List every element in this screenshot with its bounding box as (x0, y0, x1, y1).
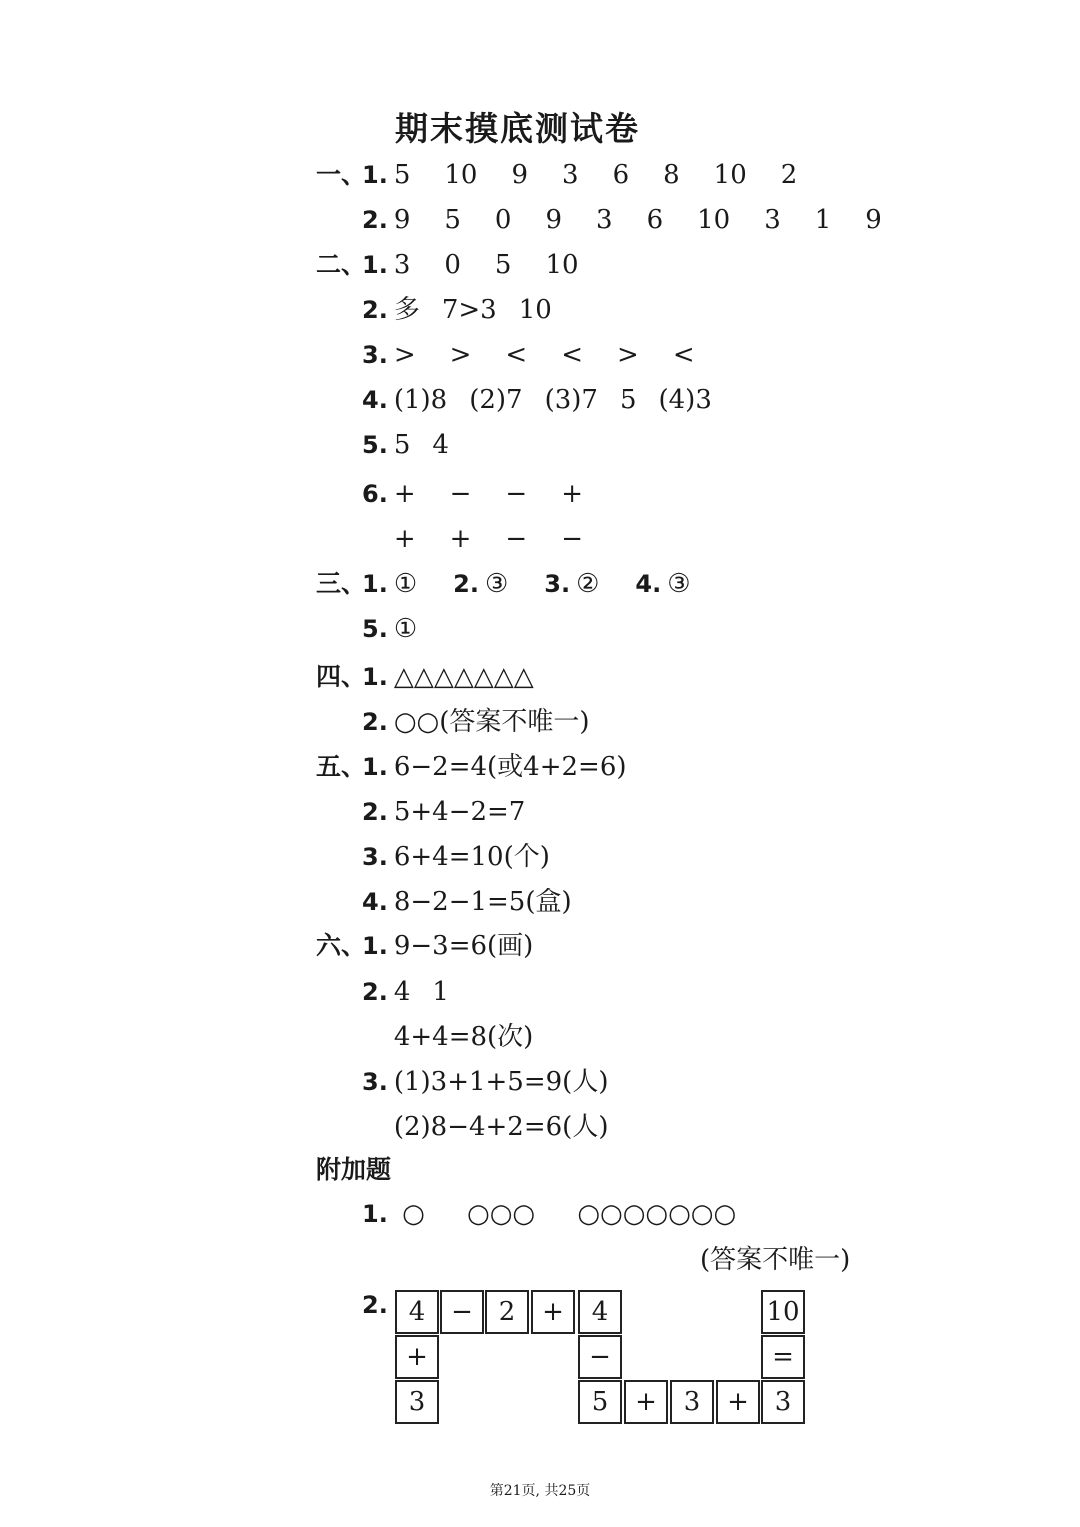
answer-value: 6+4=10(个) (393, 842, 550, 872)
answer-value: < (505, 340, 528, 370)
answer-value: △△△△△△△ (393, 662, 534, 692)
answer-value: + (561, 479, 584, 509)
answer-row (362, 924, 555, 968)
question-number: 5. (362, 615, 388, 643)
answer-value: 6−2=4(或4+2=6) (393, 752, 627, 782)
answer-value: (3)7 (544, 385, 598, 415)
answer-value: > (393, 340, 416, 370)
answer-value: 6 (612, 160, 630, 190)
question-number: 2. (453, 570, 479, 598)
answer-value: 5 (494, 250, 512, 280)
question-number: 2. (362, 708, 388, 736)
answer-value: 9 (865, 205, 882, 235)
question-number: 1. (362, 932, 388, 960)
answer-row (362, 790, 547, 834)
answer-value: 5 (619, 385, 637, 415)
extra-q2-number: 2. (362, 1291, 388, 1319)
answer-value: 8 (663, 160, 680, 190)
question-number: 2. (362, 296, 388, 324)
answer-row (362, 423, 471, 467)
answer-value: + (393, 479, 416, 509)
answer-row (362, 243, 613, 287)
question-number: 2. (362, 798, 388, 826)
answer-row (362, 333, 729, 377)
grid-cell: 4 (395, 1290, 439, 1334)
answer-value: 4 (393, 977, 411, 1007)
grid-cell: 10 (761, 1290, 805, 1334)
answer-value: 1 (814, 205, 832, 235)
question-number: 3. (362, 843, 388, 871)
question-number: 4. (362, 888, 388, 916)
extra-q1-note: (答案不唯一) (700, 1245, 851, 1275)
answer-value: 9 (511, 160, 529, 190)
answer-value: < (561, 340, 584, 370)
answer-value: 0 (494, 205, 512, 235)
answer-value: 7>3 (441, 295, 497, 325)
extra-q1-number: 1. (362, 1200, 388, 1228)
answer-value: ○○(答案不唯一) (393, 707, 590, 737)
grid-cell: = (761, 1335, 805, 1379)
section-label: 五、 (316, 752, 367, 781)
answer-value: 1 (432, 977, 449, 1007)
question-number: 3. (362, 341, 388, 369)
answer-value: 3 (764, 205, 781, 235)
answer-value: + (449, 524, 472, 554)
answer-value: (2)7 (469, 385, 523, 415)
question-number: 2. (362, 978, 388, 1006)
answer-value: ① (393, 569, 418, 599)
question-number: 4. (635, 570, 662, 598)
question-number: 2. (362, 206, 388, 234)
answer-row (362, 1060, 630, 1104)
answer-value: ③ (484, 569, 509, 599)
answer-value: 5 (393, 160, 411, 190)
answer-value: 10 (518, 295, 552, 325)
answer-value: (4)3 (658, 385, 712, 415)
extra-q1-value: ○○○○○○○ (577, 1199, 737, 1229)
section-label: 三、 (316, 569, 367, 598)
answer-value: > (449, 340, 472, 370)
question-number: 1. (362, 570, 388, 598)
answer-value: (1)8 (393, 385, 448, 415)
grid-cell: 2 (485, 1290, 529, 1334)
answer-value: 5 (393, 430, 411, 460)
answer-value: 5 (444, 205, 461, 235)
answer-value: 3 (393, 250, 411, 280)
question-number: 1. (362, 663, 388, 691)
answer-row (362, 607, 439, 651)
answer-value: 0 (444, 250, 461, 280)
grid-cell: 5 (578, 1380, 622, 1424)
grid-cell: 3 (395, 1380, 439, 1424)
grid-cell: + (716, 1380, 760, 1424)
answer-value: ② (576, 569, 600, 599)
answer-value: 4+4=8(次) (393, 1022, 534, 1052)
answer-row (362, 198, 916, 242)
answer-row (362, 517, 617, 561)
answer-value: > (617, 340, 639, 370)
answer-value: 10 (713, 160, 747, 190)
answer-value: 3 (562, 160, 579, 190)
answer-row (362, 288, 574, 332)
grid-cell: 3 (761, 1380, 805, 1424)
grid-cell: − (578, 1335, 622, 1379)
answer-value: 4 (432, 430, 449, 460)
extra-heading: 附加题 (316, 1155, 392, 1184)
section-label: 一、 (316, 160, 367, 189)
section-label: 二、 (316, 250, 367, 279)
answer-value: ③ (667, 569, 691, 599)
extra-q1-value: ○ (402, 1199, 425, 1229)
answer-row (362, 700, 612, 744)
answer-row (362, 880, 594, 924)
answer-value: (1)3+1+5=9(人) (393, 1067, 609, 1097)
answer-row (362, 1015, 555, 1059)
answer-row (362, 835, 572, 879)
answer-value: < (672, 340, 695, 370)
answer-value: 3 (596, 205, 613, 235)
question-number: 1. (362, 161, 388, 189)
grid-cell: − (440, 1290, 484, 1334)
answer-value: 9 (545, 205, 563, 235)
answer-value: − (561, 524, 584, 554)
grid-cell: 4 (578, 1290, 622, 1334)
question-number: 4. (362, 386, 388, 414)
grid-cell: + (624, 1380, 668, 1424)
answer-row (362, 970, 471, 1014)
page-footer: 第21页, 共25页 (489, 1483, 591, 1499)
section-label: 六、 (316, 931, 367, 960)
answer-value: 10 (545, 250, 579, 280)
answer-row (362, 153, 831, 197)
answer-row (362, 655, 556, 699)
answer-value: − (449, 479, 472, 509)
extra-q1 (362, 1192, 758, 1236)
answer-row (362, 562, 713, 606)
answer-value: + (393, 524, 416, 554)
answer-value: 10 (444, 160, 478, 190)
answer-value: 5+4−2=7 (393, 797, 526, 827)
answer-row (362, 1105, 630, 1149)
question-number: 1. (362, 753, 388, 781)
page-title: 期末摸底测试卷 (395, 109, 640, 148)
answer-value: − (505, 479, 528, 509)
grid-cell: 3 (670, 1380, 714, 1424)
extra-q1-value: ○○○ (467, 1199, 536, 1229)
answer-row (362, 745, 649, 789)
answer-value: 9 (393, 205, 411, 235)
grid-cell: + (531, 1290, 575, 1334)
question-number: 3. (362, 1068, 388, 1096)
answer-value: 10 (697, 205, 731, 235)
answer-value: ① (393, 614, 418, 644)
answer-value: 8−2−1=5(盒) (393, 887, 572, 917)
question-number: 3. (544, 570, 571, 598)
grid-cell: + (395, 1335, 439, 1379)
section-label: 四、 (316, 662, 367, 691)
answer-value: 多 (393, 295, 420, 325)
answer-value: 6 (646, 205, 664, 235)
question-number: 5. (362, 431, 388, 459)
answer-row (362, 378, 734, 422)
answer-row (362, 472, 617, 516)
answer-value: 9−3=6(画) (393, 931, 534, 961)
question-number: 6. (362, 480, 388, 508)
answer-value: (2)8−4+2=6(人) (393, 1112, 609, 1142)
answer-value: − (505, 524, 528, 554)
question-number: 1. (362, 251, 388, 279)
answer-value: 2 (780, 160, 798, 190)
